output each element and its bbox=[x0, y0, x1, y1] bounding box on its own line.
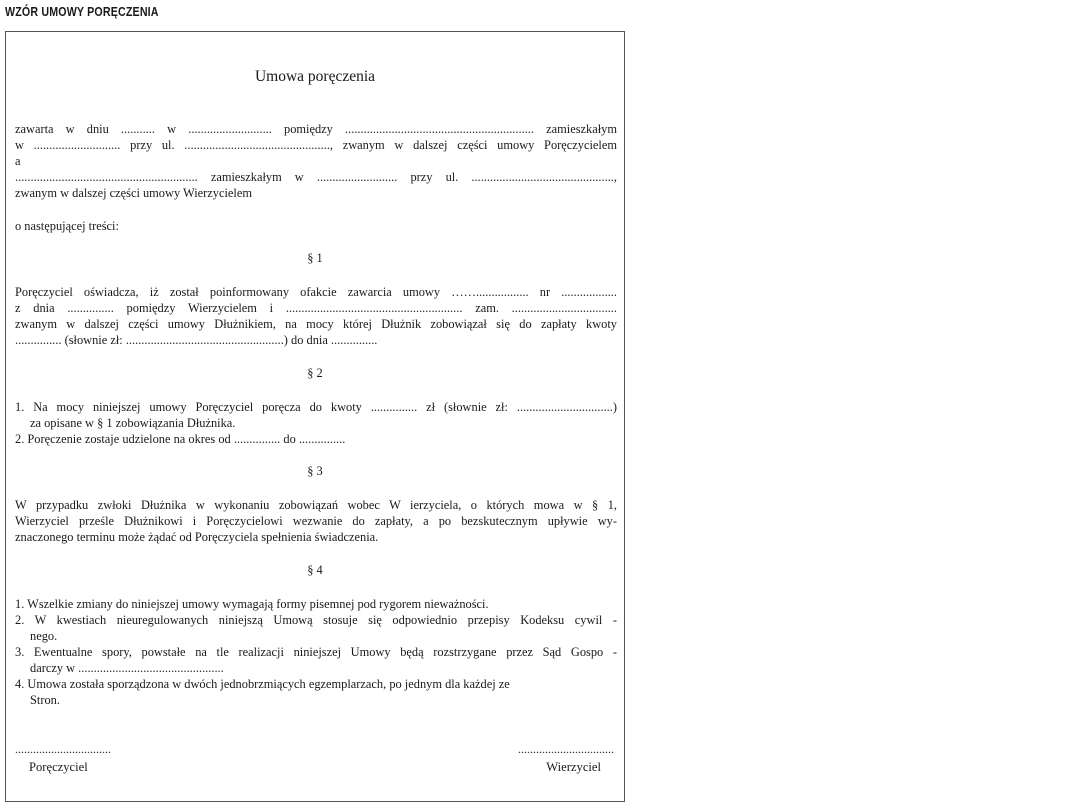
section-2-label: § 2 bbox=[307, 366, 323, 380]
section-2-line: 1. Na mocy niniejszej umowy Poręczyciel poręcza do kwoty ............... zł (słownie zł: ...............................) bbox=[15, 400, 617, 414]
section-4-line: 4. Umowa została sporządzona w dwóch jednobrzmiących egzemplarzach, po jednym dla każdej ze bbox=[15, 677, 510, 691]
section-1-line: zwanym w dalszej części umowy Dłużnikiem, na mocy której Dłużnik zobowiązał się do zapłaty kwoty bbox=[15, 317, 617, 331]
preamble: o następującej treści: bbox=[15, 219, 119, 233]
document-heading: WZÓR UMOWY PORĘCZENIA bbox=[5, 4, 159, 19]
contract-frame bbox=[5, 31, 625, 802]
section-4-line: Stron. bbox=[30, 693, 60, 707]
creditor-signature-line: ................................ bbox=[518, 742, 614, 756]
section-4-line: darczy w ............................................... bbox=[30, 661, 224, 675]
section-3-line: W przypadku zwłoki Dłużnika w wykonaniu zobowiązań wobec W ierzyciela, o których mowa w § 1, bbox=[15, 498, 617, 512]
section-1-line: Poręczyciel oświadcza, iż został poinformowany ofakcie zawarcia umowy ……................. nr .................. bbox=[15, 285, 617, 299]
contract-title: Umowa poręczenia bbox=[254, 68, 376, 85]
guarantor-signature-line: ................................ bbox=[15, 742, 111, 756]
section-3-line: Wierzyciel prześle Dłużnikowi i Poręczycielowi wezwanie do zapłaty, a po bezskutecznym upływie wy- bbox=[15, 514, 617, 528]
section-4-line: 1. Wszelkie zmiany do niniejszej umowy wymagają formy pisemnej pod rygorem nieważności. bbox=[15, 597, 489, 611]
intro-line: zwanym w dalszej części umowy Wierzycielem bbox=[15, 186, 253, 200]
section-4-line: 2. W kwestiach nieuregulowanych niniejszą Umową stosuje się odpowiednio przepisy Kodeksu cywil - bbox=[15, 613, 617, 627]
section-3-line: znaczonego terminu może żądać od Poręczyciela spełnienia świadczenia. bbox=[15, 530, 379, 544]
creditor-label: Wierzyciel bbox=[546, 760, 601, 774]
section-1-line: ............... (słownie zł: ...................................................) do dnia ............... bbox=[15, 333, 378, 347]
intro-line: ........................................................... zamieszkałym w .......................... przy ul. .............................................., bbox=[15, 170, 617, 184]
intro-line: zawarta w dniu ........... w ........................... pomiędzy ............................................................. zamieszkałym bbox=[15, 122, 617, 136]
intro-line: a bbox=[15, 154, 21, 168]
section-1-line: z dnia ............... pomiędzy Wierzycielem i ......................................................... zam. .................................. bbox=[15, 301, 617, 315]
guarantor-label: Poręczyciel bbox=[29, 760, 88, 774]
section-3-label: § 3 bbox=[307, 464, 323, 478]
section-4-label: § 4 bbox=[307, 563, 323, 577]
section-4-line: 3. Ewentualne spory, powstałe na tle realizacji niniejszej Umowy będą rozstrzygane przez Sąd Gospo - bbox=[15, 645, 617, 659]
section-2-line: za opisane w § 1 zobowiązania Dłużnika. bbox=[30, 416, 236, 430]
section-2-line: 2. Poręczenie zostaje udzielone na okres od ............... do ............... bbox=[15, 432, 346, 446]
section-1-label: § 1 bbox=[307, 251, 323, 265]
intro-line: w ............................ przy ul. ..............................................., zwanym w dalszej części umowy Poręczycielem bbox=[15, 138, 617, 152]
section-4-line: nego. bbox=[30, 629, 58, 643]
